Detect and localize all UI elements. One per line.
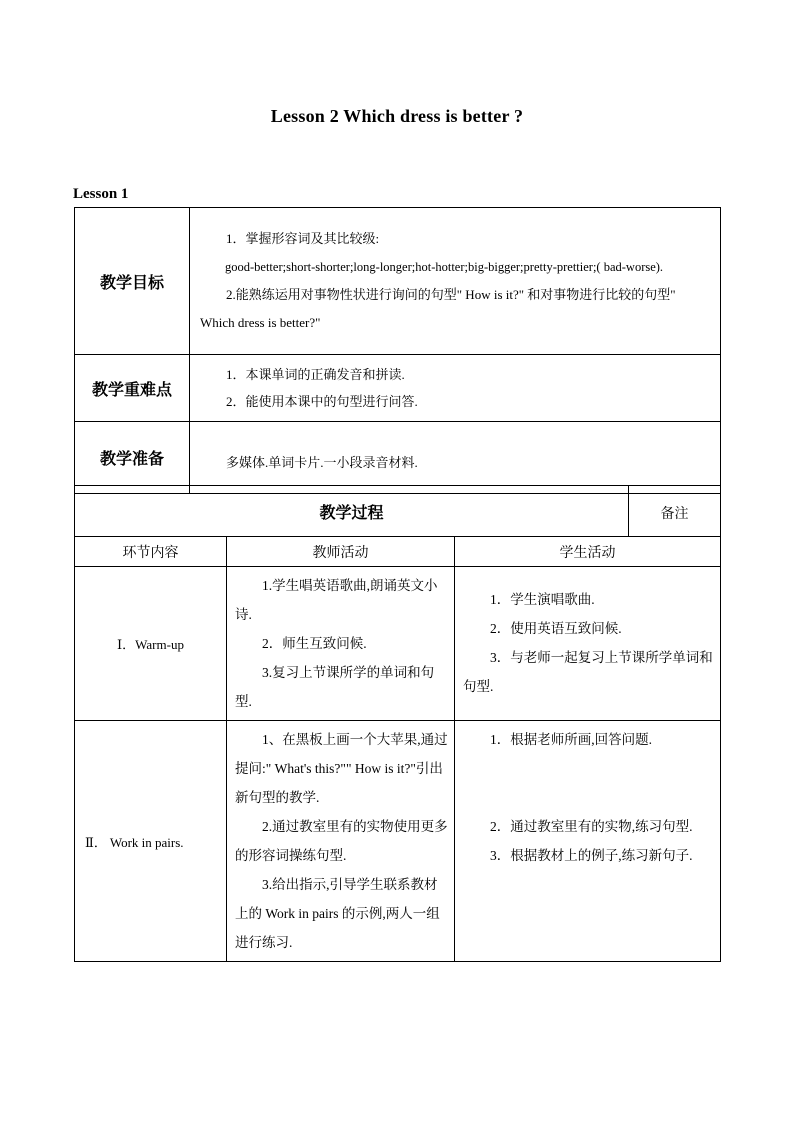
process-table: [74, 536, 721, 962]
process-header-table: [74, 485, 721, 537]
student-activity: 3．根据教材上的例子,练习新句子.: [490, 848, 693, 863]
preparation-text: 多媒体.单词卡片.一小段录音材料.: [226, 454, 418, 470]
teacher-activities: [227, 721, 455, 962]
teacher-activity: 3.给出指示,引导学生联系教材上的 Work in pairs 的示例,两人一组进行练习.: [235, 877, 440, 950]
preparation-label: 教学准备: [75, 422, 190, 494]
page-title: Lesson 2 Which dress is better ?: [270, 106, 524, 126]
student-activity: 2．使用英语互致问候.: [490, 621, 622, 636]
teacher-activity: 1.学生唱英语歌曲,朗诵英文小诗.: [235, 578, 438, 622]
student-activity: 2．通过教室里有的实物,练习句型.: [490, 819, 693, 834]
stage-work-in-pairs: Ⅱ． Work in pairs.: [75, 721, 227, 962]
teacher-activity: 3.复习上节课所学的单词和句型.: [235, 665, 435, 709]
objectives-line-3: 2.能熟练运用对事物性状进行询问的句型" How is it?" 和对事物进行比较的句型" Which dress is better?": [200, 287, 676, 330]
lesson-info-table: [74, 207, 721, 494]
objectives-content: [190, 208, 721, 355]
column-header-stage: 环节内容: [75, 537, 227, 567]
objectives-row: [75, 208, 721, 355]
table-row: [75, 721, 721, 962]
process-column-header-row: [75, 537, 721, 567]
teacher-activities: [227, 567, 455, 721]
teacher-activity: 1、在黑板上画一个大苹果,通过提问:" What's this?"" How is it?"引出新句型的教学.: [235, 732, 448, 805]
key-points-content: [190, 355, 721, 422]
key-points-line-2: 2．能使用本课中的句型进行问答.: [226, 394, 418, 409]
objectives-label: 教学目标: [75, 208, 190, 355]
student-activities: [455, 567, 721, 721]
student-activities: [455, 721, 721, 962]
preparation-content: [190, 422, 721, 494]
process-title: 教学过程: [75, 486, 629, 537]
teacher-activity: 2．师生互致问候.: [262, 636, 367, 651]
notes-header: 备注: [629, 486, 721, 537]
student-activity: 1．根据老师所画,回答问题.: [490, 732, 652, 747]
student-activity: 3．与老师一起复习上节课所学单词和句型.: [463, 650, 713, 694]
table-row: [75, 567, 721, 721]
lesson-label: Lesson 1: [73, 186, 129, 202]
objectives-line-1: 1．掌握形容词及其比较级:: [226, 231, 380, 246]
objectives-line-2: good-better;short-shorter;long-longer;hot-hotter;big-bigger;pretty-prettier;( bad-worse).: [225, 260, 664, 274]
key-points-line-1: 1．本课单词的正确发音和拼读.: [226, 367, 405, 382]
key-points-label: 教学重难点: [75, 355, 190, 422]
column-header-student: 学生活动: [455, 537, 721, 567]
key-points-row: [75, 355, 721, 422]
column-header-teacher: 教师活动: [227, 537, 455, 567]
stage-warm-up: Ⅰ．Warm-up: [75, 567, 227, 721]
teacher-activity: 2.通过教室里有的实物使用更多的形容词操练句型.: [235, 819, 448, 863]
preparation-row: [75, 422, 721, 494]
student-activity: 1．学生演唱歌曲.: [490, 592, 595, 607]
